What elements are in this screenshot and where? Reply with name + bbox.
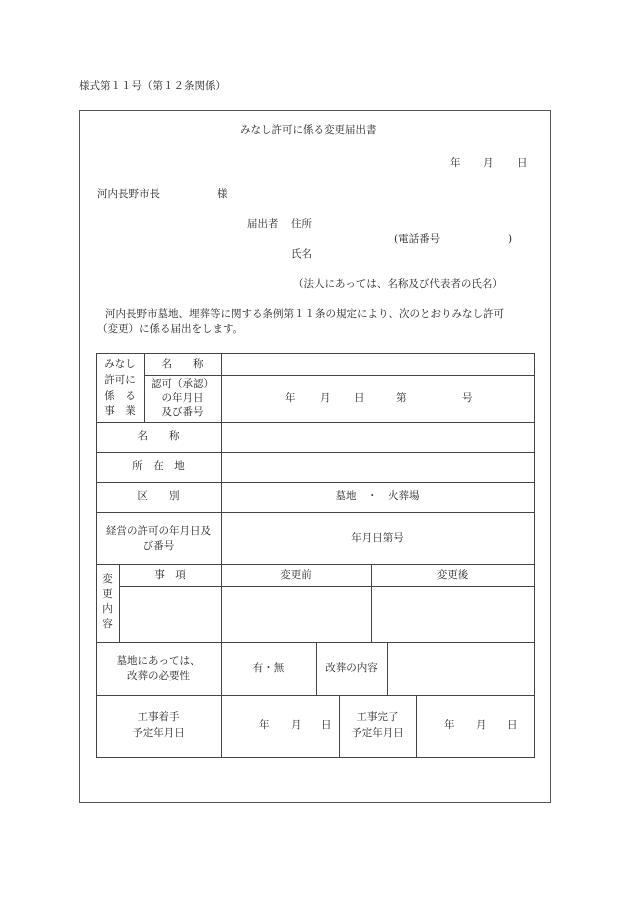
permit-go: 号 xyxy=(462,392,473,404)
license-value: 年月日第号 xyxy=(351,532,404,544)
change-label-char-2: 更 xyxy=(102,588,113,600)
phone-close: ) xyxy=(508,233,513,245)
body-text-line-2: （変更）に係る届出をします。 xyxy=(97,323,244,335)
license-label-1: 経営の許可の年月日及 xyxy=(106,525,211,537)
notifier-label: 届出者 xyxy=(247,218,279,230)
reburial-content-label: 改葬の内容 xyxy=(325,662,378,674)
deemed-name-label: 名 称 xyxy=(161,358,204,370)
change-label-char-3: 内 xyxy=(102,603,113,615)
name-label: 氏名 xyxy=(291,248,312,260)
phone-label: (電話番号 xyxy=(394,233,441,245)
date-month: 月 xyxy=(483,157,494,169)
table-line xyxy=(96,422,535,423)
reburial-label-2: 改葬の必要性 xyxy=(127,670,190,682)
change-before-header: 変更前 xyxy=(280,569,312,581)
table-border-top xyxy=(96,353,535,354)
addressee-name: 河内長野市長 xyxy=(97,188,160,200)
deemed-business-label-3: 係 る xyxy=(104,390,136,402)
deemed-business-label-2: 許可に xyxy=(104,374,136,386)
permit-label-1: 認可（承認） xyxy=(151,378,214,390)
deemed-business-label-1: みなし xyxy=(104,358,136,370)
table-border-bottom xyxy=(96,757,535,758)
change-label-char-1: 変 xyxy=(102,573,113,585)
start-day: 日 xyxy=(321,719,332,731)
start-year: 年 xyxy=(259,719,270,731)
table-line xyxy=(96,512,535,513)
addressee-honorific: 様 xyxy=(217,188,228,200)
table-line xyxy=(96,564,535,565)
corporate-note: （法人にあっては、名称及び代表者の氏名） xyxy=(293,278,503,290)
permit-label-3: 及び番号 xyxy=(161,406,204,418)
end-year: 年 xyxy=(444,719,455,731)
name-row-label: 名 称 xyxy=(137,430,180,442)
address-label: 住所 xyxy=(291,218,312,230)
construction-start-label-2: 予定年月日 xyxy=(132,727,185,739)
deemed-business-label-4: 事 業 xyxy=(104,405,136,417)
end-month: 月 xyxy=(476,719,487,731)
table-line xyxy=(119,586,535,587)
table-border-right xyxy=(534,353,535,758)
category-value: 墓地 ・ 火葬場 xyxy=(335,490,420,502)
category-row-label: 区 別 xyxy=(137,490,180,502)
form-number: 様式第１１号（第１２条関係） xyxy=(79,80,226,92)
end-day: 日 xyxy=(507,719,518,731)
change-item-header: 事 項 xyxy=(154,569,186,581)
table-line xyxy=(221,642,222,758)
table-line xyxy=(387,642,388,696)
table-line xyxy=(416,695,417,758)
form-title: みなし許可に係る変更届出書 xyxy=(240,124,377,136)
permit-label-2: の年月日 xyxy=(161,392,204,404)
start-month: 月 xyxy=(291,719,302,731)
permit-no: 第 xyxy=(396,392,407,404)
change-label-char-4: 容 xyxy=(102,618,113,630)
body-text-line-1: 河内長野市墓地、埋葬等に関する条例第１１条の規定により、次のとおりみなし許可 xyxy=(105,308,504,320)
reburial-label-1: 墓地にあっては、 xyxy=(116,655,201,667)
table-line xyxy=(144,375,535,376)
construction-end-label-2: 予定年月日 xyxy=(351,727,404,739)
permit-day: 日 xyxy=(354,392,365,404)
table-line xyxy=(96,452,535,453)
date-year: 年 xyxy=(450,157,461,169)
permit-month: 月 xyxy=(320,392,331,404)
construction-start-label-1: 工事着手 xyxy=(137,711,180,723)
license-label-2: び番号 xyxy=(142,540,175,552)
permit-year: 年 xyxy=(285,392,296,404)
table-line xyxy=(96,482,535,483)
reburial-value: 有・無 xyxy=(252,662,285,674)
form-frame xyxy=(79,110,551,803)
construction-end-label-1: 工事完了 xyxy=(356,711,399,723)
change-after-header: 変更後 xyxy=(436,569,469,581)
date-day: 日 xyxy=(517,157,528,169)
location-row-label: 所 在 地 xyxy=(132,460,185,472)
